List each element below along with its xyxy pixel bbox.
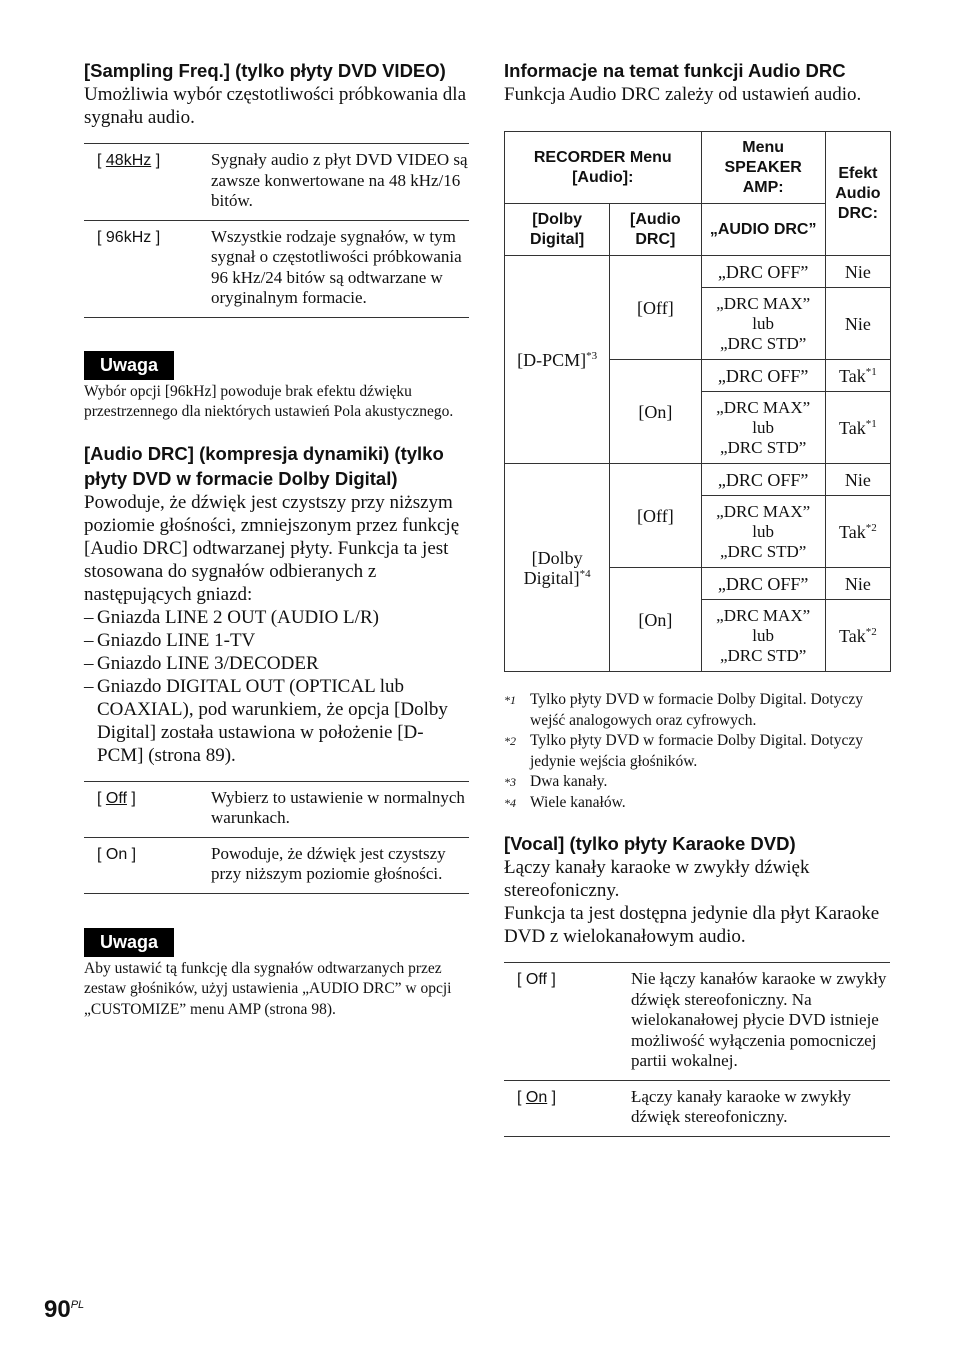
option-key: [ On ]	[97, 845, 137, 863]
sampling-text: Umożliwia wybór częstotliwości próbkowania dla sygnału audio.	[84, 84, 467, 128]
footnote: *4 Wiele kanałów.	[504, 793, 626, 811]
option-key: [ 96kHz ]	[97, 228, 161, 246]
cell-result: Tak$^{*2}$	[825, 600, 890, 672]
audio-drc-table	[504, 131, 891, 672]
option-key: [ 48kHz ]	[97, 152, 161, 169]
note-label: Uwaga	[84, 351, 174, 380]
cell-drc-max-std: „DRC MAX” lub „DRC STD”	[701, 288, 825, 360]
info-heading: Informacje na temat funkcji Audio DRC	[504, 60, 846, 81]
option-key: [ Off ]	[517, 971, 556, 988]
cell-on: [On]	[610, 568, 701, 672]
cell-result: Nie	[825, 568, 890, 600]
note-text: Aby ustawić tą funkcję dla sygnałów odtwarzanych przez zestaw głośników, użyj ustawienia „AUDIO DRC” w opcji „CUSTOMIZE” menu AMP (strona 98).	[84, 959, 452, 1018]
option-desc: Nie łączy kanałów karaoke w zwykły dźwięk stereofoniczny. Na wielokanałowej płycie DVD istnieje możliwość wyłączenia pomocniczej partii wokalnej.	[631, 969, 887, 1070]
audio-drc-options-table	[84, 781, 469, 894]
cell-drc-max-std: „DRC MAX” lub „DRC STD”	[701, 392, 825, 464]
option-desc: Wszystkie rodzaje sygnałów, w tym sygnał o częstotliwości próbkowania 96 kHz/24 bitów są odtwarzane w oryginalnym formacie.	[211, 226, 462, 307]
cell-result: Tak$^{*1}$	[825, 360, 890, 392]
footnote: *2 Tylko płyty DVD w formacie Dolby Digital. Dotyczy jedynie wejścia głośników.	[504, 732, 863, 770]
header-audio-drc-amp: „AUDIO DRC”	[701, 204, 825, 256]
table-row	[504, 1080, 890, 1136]
cell-drc-off: „DRC OFF”	[701, 360, 825, 392]
audio-drc-heading: [Audio DRC] (kompresja dynamiki) (tylko płyty DVD w formacie Dolby Digital)	[84, 442, 444, 489]
language-code: PL	[70, 1299, 85, 1311]
list-item: – Gniazdo DIGITAL OUT (OPTICAL lub COAXIAL), pod warunkiem, że opcja [Dolby Digital] została ustawiona w położenie [D-PCM] (strona 89).	[84, 675, 469, 767]
cell-off: [Off]	[610, 464, 701, 568]
left-column	[84, 58, 469, 1020]
header-audio-drc: [Audio DRC]	[610, 204, 701, 256]
note-label: Uwaga	[84, 928, 174, 957]
option-key: [ Off ]	[97, 789, 136, 807]
header-menu-speaker: Menu SPEAKER AMP:	[701, 132, 825, 204]
table-row	[504, 963, 890, 1081]
footnotes	[504, 690, 890, 813]
option-desc: Sygnały audio z płyt DVD VIDEO są zawsze konwertowane na 48 kHz/16 bitów.	[211, 150, 468, 210]
footnote: *1 Tylko płyty DVD w formacie Dolby Digital. Dotyczy wejść analogowych oraz cyfrowych.	[504, 691, 863, 729]
table-row	[84, 837, 469, 893]
cell-drc-max-std: „DRC MAX” lub „DRC STD”	[701, 496, 825, 568]
cell-result: Nie	[825, 256, 890, 288]
jack-list	[84, 606, 469, 767]
cell-dolby-digital: [Dolby Digital]$^{*4}$	[505, 464, 610, 672]
cell-drc-off: „DRC OFF”	[701, 464, 825, 496]
default-value: Off	[105, 789, 127, 807]
sampling-heading: [Sampling Freq.] (tylko płyty DVD VIDEO)	[84, 60, 446, 81]
audio-drc-text: Powoduje, że dźwięk jest czystszy przy niższym poziomie głośności, zmniejszonym przez funkcję [Audio DRC] odtwarzanej płyty. Funkcja ta jest stosowana do sygnałów odbieranych z następujących gniazd:	[84, 491, 460, 605]
cell-result: Nie	[825, 288, 890, 360]
cell-dpcm: $[D-PCM]^{*3}$	[505, 256, 610, 464]
note-text: Wybór opcji [96kHz] powoduje brak efektu dźwięku przestrzennego dla niektórych ustawień Pola akustycznego.	[84, 382, 454, 420]
table-row	[84, 144, 469, 221]
cell-on: [On]	[610, 360, 701, 464]
cell-result: Nie	[825, 464, 890, 496]
vocal-text-2: Funkcja ta jest dostępna jedynie dla płyt Karaoke DVD z wielokanałowym audio.	[504, 903, 880, 947]
sampling-options-table	[84, 143, 469, 318]
default-value: 48kHz	[105, 152, 152, 169]
footnote: *3 Dwa kanały.	[504, 773, 608, 790]
cell-drc-max-std: „DRC MAX” lub „DRC STD”	[701, 600, 825, 672]
vocal-options-table	[504, 962, 890, 1137]
vocal-heading: [Vocal] (tylko płyty Karaoke DVD)	[504, 833, 796, 854]
cell-off: [Off]	[610, 256, 701, 360]
list-item: – Gniazda LINE 2 OUT (AUDIO L/R)	[84, 606, 469, 629]
right-column	[504, 58, 890, 1137]
option-desc: Łączy kanały karaoke w zwykły dźwięk stereofoniczny.	[631, 1086, 851, 1126]
list-item: – Gniazdo LINE 1-TV	[84, 629, 469, 652]
cell-drc-off: „DRC OFF”	[701, 256, 825, 288]
table-row	[84, 220, 469, 317]
option-desc: Wybierz to ustawienie w normalnych warunkach.	[211, 787, 465, 827]
page-number: $90^{PL}$	[44, 1296, 85, 1323]
list-item: – Gniazdo LINE 3/DECODER	[84, 652, 469, 675]
option-desc: Powoduje, że dźwięk jest czystszy przy niższym poziomie głośności.	[211, 843, 446, 883]
cell-drc-off: „DRC OFF”	[701, 568, 825, 600]
vocal-text-1: Łączy kanały karaoke w zwykły dźwięk stereofoniczny.	[504, 857, 810, 901]
cell-result: Tak$^{*1}$	[825, 392, 890, 464]
cell-result: Tak$^{*2}$	[825, 496, 890, 568]
table-row	[84, 781, 469, 837]
default-value: On	[525, 1088, 548, 1106]
info-text: Funkcja Audio DRC zależy od ustawień audio.	[504, 84, 862, 105]
header-efekt: Efekt Audio DRC:	[825, 132, 890, 256]
header-recorder: RECORDER Menu [Audio]:	[505, 132, 702, 204]
header-dolby-digital: [Dolby Digital]	[505, 204, 610, 256]
option-key: [ On ]	[517, 1088, 557, 1106]
